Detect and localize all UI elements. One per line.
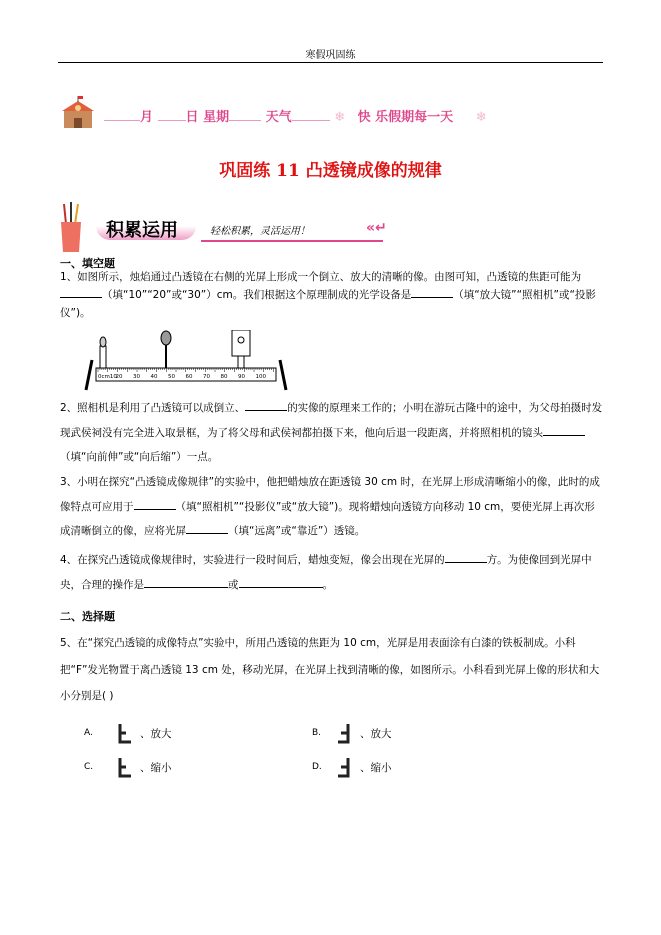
slogan: 快 乐假期每一天 (357, 110, 454, 125)
answer-blank[interactable] (134, 499, 176, 510)
lens-icon (161, 331, 171, 345)
candle-icon (100, 337, 106, 347)
question-5: 5、在“探究凸透镜的成像特点”实验中，所用凸透镜的焦距为 10 cm，光屏是用表面涂有白漆的铁板制成。小科把“F”发光物置于离凸透镜 13 cm 处，移动光屏，在光屏上找到清晰的像，如图所示。小科看到光屏上像的形状和大小分别是( ) (60, 637, 600, 702)
answer-blank[interactable] (543, 425, 585, 436)
ruler-tick-label: 50 (168, 374, 175, 380)
section-heading: 二、选择题 (60, 610, 115, 623)
weekday-label: 星期 (203, 110, 230, 125)
image-glyph-icon (336, 722, 352, 744)
option-d[interactable]: D. 、缩小 (312, 756, 392, 778)
snowflake-icon: ❄ (475, 110, 487, 125)
ruler-tick-label: 40 (150, 374, 158, 380)
ruler-tick-label: 20 (115, 374, 123, 380)
section-banner-label: 积累运用 (106, 220, 178, 241)
header-divider (58, 62, 603, 63)
question-4: 4、在探究凸透镜成像规律时，实验进行一段时间后，蜡烛变短，像会出现在光屏的 方。为使像回到光屏中央，合理的操作是 或 。 (60, 554, 592, 591)
answer-blank[interactable] (411, 287, 453, 298)
option-a[interactable]: A. 、放大 (84, 722, 172, 744)
day-label: 日 (185, 110, 199, 125)
section-banner-motto: 轻松积累，灵活运用！ (210, 226, 310, 237)
ruler-tick-label: 30 (133, 374, 140, 380)
option-b[interactable]: B. 、放大 (312, 722, 392, 744)
answer-blank[interactable] (60, 287, 102, 298)
answer-blank[interactable] (245, 400, 287, 411)
month-label: 月 (140, 110, 154, 125)
page-header: 寒假巩固练 (305, 50, 356, 61)
ruler-tick-label: 80 (220, 374, 228, 380)
ruler-tick-label: 100 (255, 374, 266, 380)
page-title: 巩固练 11 凸透镜成像的规律 (219, 161, 442, 181)
answer-blank[interactable] (144, 577, 228, 588)
answer-blank[interactable] (186, 523, 228, 534)
image-glyph-icon (116, 756, 132, 778)
ruler-tick-label: 70 (203, 374, 210, 380)
weather-label: 天气 (265, 110, 292, 125)
optical-bench-diagram (82, 330, 292, 392)
option-c[interactable]: C. 、缩小 (84, 756, 172, 778)
section-banner (58, 202, 408, 254)
pencil-cup-icon (58, 202, 84, 254)
ruler-tick-label: 90 (238, 374, 245, 380)
ruler-tick-label: 60 (185, 374, 193, 380)
question-1: 1、如图所示，烛焰通过凸透镜在右侧的光屏上形成一个倒立、放大的清晰的像。由图可知，凸透镜的焦距可能为（填“10”“20”或“30”）cm。我们根据这个原理制成的光学设备是 （填“放大镜”“照相机”或“投影仪”)。 (60, 271, 596, 319)
question-3: 3、小明在探究“凸透镜成像规律”的实验中，他把蜡烛放在距透镜 30 cm 时，在光屏上形成清晰缩小的像，此时的成像特点可应用于 （填“照相机”“投影仪”或“放大镜”)。现将蜡烛向透镜方向移动 10 cm，要使光屏上再次形成清晰倒立的像，应将光屏 （填“远离”或“靠近”）透镜。 (60, 476, 600, 537)
school-icon (60, 96, 96, 130)
section-heading: 一、填空题 (60, 257, 115, 270)
image-glyph-icon (336, 756, 352, 778)
snowflake-icon: ❄ (334, 110, 346, 125)
answer-blank[interactable] (445, 552, 487, 563)
image-glyph-icon (116, 722, 132, 744)
answer-blank[interactable] (239, 577, 323, 588)
ruler-tick-label: 0cm10 (98, 374, 117, 380)
arrow-icon: «↵ (366, 220, 387, 236)
question-2: 2、照相机是利用了凸透镜可以成倒立、 的实像的原理来工作的；小明在游玩古隆中的途中，为父母拍摄时发现武侯祠没有完全进入取景框，为了将父母和武侯祠都拍摄下来，他向后退一段距离，并将照相机的镜头（填“向前伸”或“向后缩”）一点。 (60, 402, 603, 463)
date-banner (60, 96, 600, 132)
